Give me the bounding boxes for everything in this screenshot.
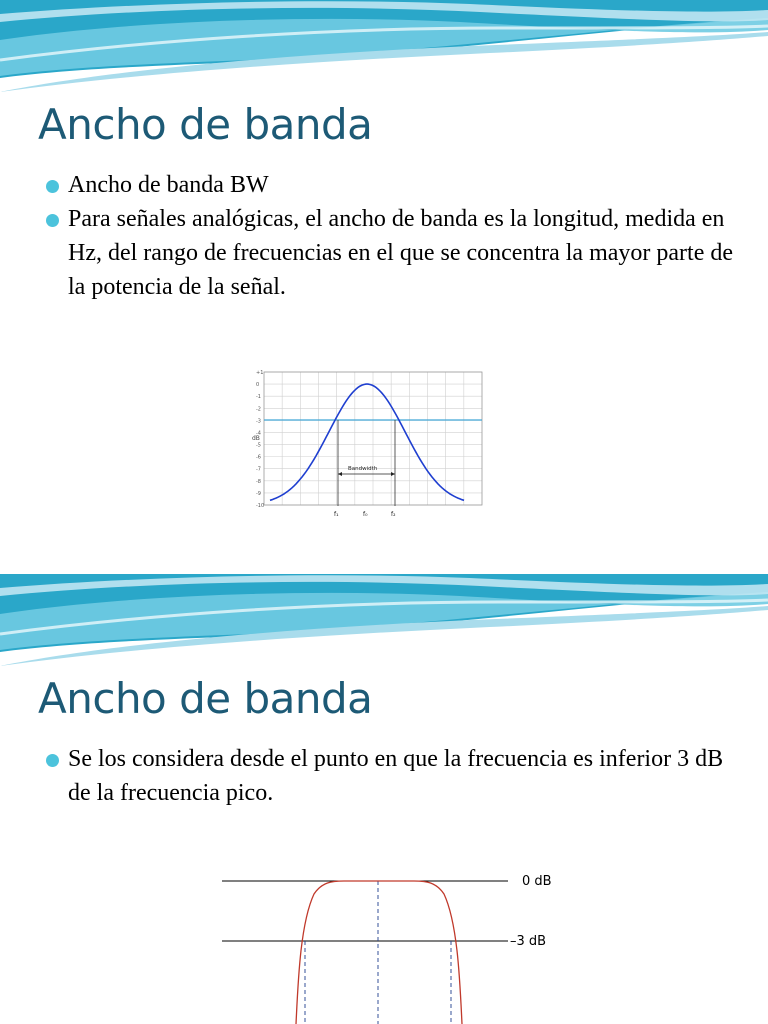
bullet-list: [44, 742, 734, 810]
filter-response-curve: [296, 881, 462, 1024]
y-tick-label: -9: [256, 490, 261, 497]
minus-3db-label: –3 dB: [510, 934, 547, 949]
y-tick-label: +1: [256, 370, 264, 376]
y-tick-label: 0: [256, 382, 260, 389]
y-tick-label: -8: [256, 478, 261, 485]
bullet-item: Para señales analógicas, el ancho de banda es la longitud, medida en Hz, del rango de frecuencias en el que se concentra la mayor parte de la potencia de la señal.: [44, 202, 734, 304]
bullet-item: Ancho de banda BW: [44, 168, 734, 202]
axis-label-db: dB: [252, 435, 260, 442]
y-tick-label: -7: [256, 466, 261, 473]
bandwidth-annotation: Bandwidth: [348, 466, 378, 472]
y-tick-label: -6: [256, 454, 261, 461]
y-tick-label: -10: [256, 503, 265, 509]
y-tick-label: -3: [256, 418, 261, 425]
bullet-dot-icon: [46, 180, 59, 193]
slide-2: [0, 574, 768, 1024]
bandwidth-chart: [248, 366, 488, 524]
header-wave-decoration: [0, 574, 768, 666]
bullet-list: [44, 168, 734, 304]
y-tick-label: -1: [256, 394, 261, 401]
y-tick-label: -5: [256, 442, 261, 449]
slide-separator: [0, 566, 768, 574]
minus-3db-diagram: [220, 864, 580, 1024]
y-tick-label: -4: [256, 430, 261, 437]
bullet-dot-icon: [46, 214, 59, 227]
header-wave-decoration: [0, 0, 768, 92]
zero-db-label: 0 dB: [522, 874, 552, 889]
f2-label: f₂: [391, 511, 396, 518]
bullet-dot-icon: [46, 754, 59, 767]
slide-title: Ancho de banda: [38, 100, 373, 149]
slide-title: Ancho de banda: [38, 674, 373, 723]
f0-label: f₀: [363, 511, 368, 518]
bullet-item: Se los considera desde el punto en que la frecuencia es inferior 3 dB de la frecuencia pico.: [44, 742, 734, 810]
f1-label: f₁: [334, 511, 339, 518]
y-tick-label: -2: [256, 406, 261, 413]
